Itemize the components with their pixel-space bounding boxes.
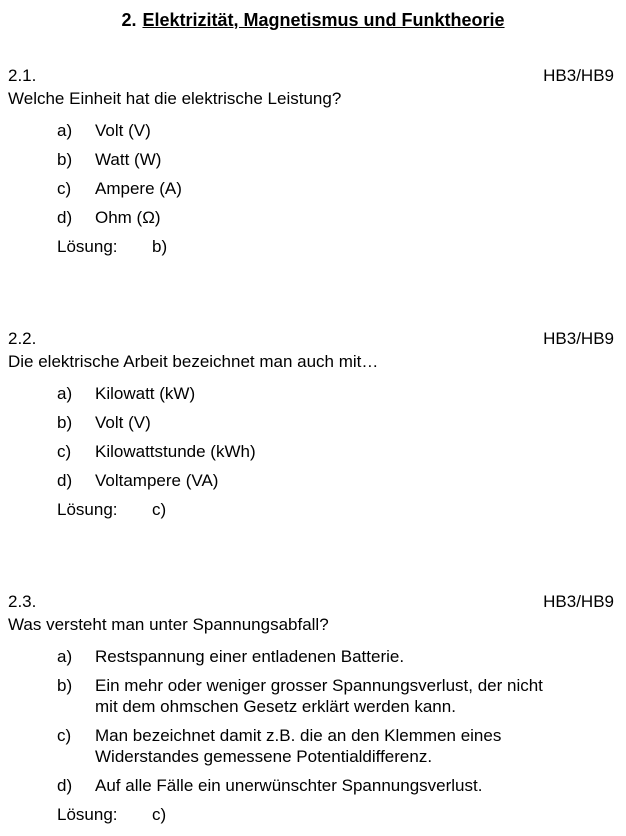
option-label: a) xyxy=(57,121,73,140)
option-text: Voltampere (VA) xyxy=(95,471,219,490)
question-text: Welche Einheit hat die elektrische Leistung? xyxy=(8,89,342,108)
option-text: Kilowatt (kW) xyxy=(95,384,196,403)
option-d xyxy=(57,775,614,796)
option-label: c) xyxy=(57,442,72,461)
solution-label: Lösung: xyxy=(57,805,118,824)
option-text: Volt (V) xyxy=(95,413,151,432)
option-label: a) xyxy=(57,384,73,403)
option-c xyxy=(57,725,614,767)
option-text: Watt (W) xyxy=(95,150,162,169)
question-2-1 xyxy=(8,66,614,257)
question-2-3 xyxy=(8,592,614,825)
option-label: b) xyxy=(57,413,73,432)
solution-label: Lösung: xyxy=(57,237,118,256)
solution-value: c) xyxy=(152,805,167,824)
section-title xyxy=(0,10,626,31)
option-text: Auf alle Fälle ein unerwünschter Spannungsverlust. xyxy=(95,776,483,795)
option-list xyxy=(8,646,614,796)
solution-value: b) xyxy=(152,237,168,256)
option-d xyxy=(57,207,614,228)
solution xyxy=(8,499,614,520)
license-class: HB3/HB9 xyxy=(543,329,614,348)
option-label: d) xyxy=(57,208,73,227)
option-c xyxy=(57,441,614,462)
option-label: a) xyxy=(57,647,73,666)
option-c xyxy=(57,178,614,199)
option-label: c) xyxy=(57,726,72,745)
question-text: Was versteht man unter Spannungsabfall? xyxy=(8,615,329,634)
option-label: c) xyxy=(57,179,72,198)
option-b xyxy=(57,675,614,717)
section-title-text: Elektrizität, Magnetismus und Funktheorie xyxy=(142,10,505,30)
question-number: 2.1. xyxy=(8,66,37,85)
option-d xyxy=(57,470,614,491)
question-number: 2.2. xyxy=(8,329,37,348)
option-text: Man bezeichnet damit z.B. die an den Klemmen eines Widerstandes gemessene Potentialdifferenz. xyxy=(95,726,502,766)
option-a xyxy=(57,383,614,404)
option-b xyxy=(57,412,614,433)
question-text: Die elektrische Arbeit bezeichnet man auch mit… xyxy=(8,352,379,371)
question-number: 2.3. xyxy=(8,592,37,611)
option-b xyxy=(57,149,614,170)
section-number: 2. xyxy=(121,10,137,30)
option-list xyxy=(8,383,614,491)
option-a xyxy=(57,646,614,667)
option-text: Kilowattstunde (kWh) xyxy=(95,442,256,461)
option-text: Volt (V) xyxy=(95,121,151,140)
option-text: Restspannung einer entladenen Batterie. xyxy=(95,647,405,666)
license-class: HB3/HB9 xyxy=(543,66,614,85)
solution xyxy=(8,804,614,825)
option-text: Ohm (Ω) xyxy=(95,208,161,227)
option-text: Ampere (A) xyxy=(95,179,182,198)
option-label: d) xyxy=(57,471,73,490)
solution-value: c) xyxy=(152,500,167,519)
option-list xyxy=(8,120,614,228)
option-label: b) xyxy=(57,150,73,169)
solution xyxy=(8,236,614,257)
solution-label: Lösung: xyxy=(57,500,118,519)
option-label: d) xyxy=(57,776,73,795)
option-text: Ein mehr oder weniger grosser Spannungsverlust, der nicht mit dem ohmschen Gesetz erklärt werden kann. xyxy=(95,676,543,716)
question-2-2 xyxy=(8,329,614,520)
option-label: b) xyxy=(57,676,73,695)
option-a xyxy=(57,120,614,141)
license-class: HB3/HB9 xyxy=(543,592,614,611)
